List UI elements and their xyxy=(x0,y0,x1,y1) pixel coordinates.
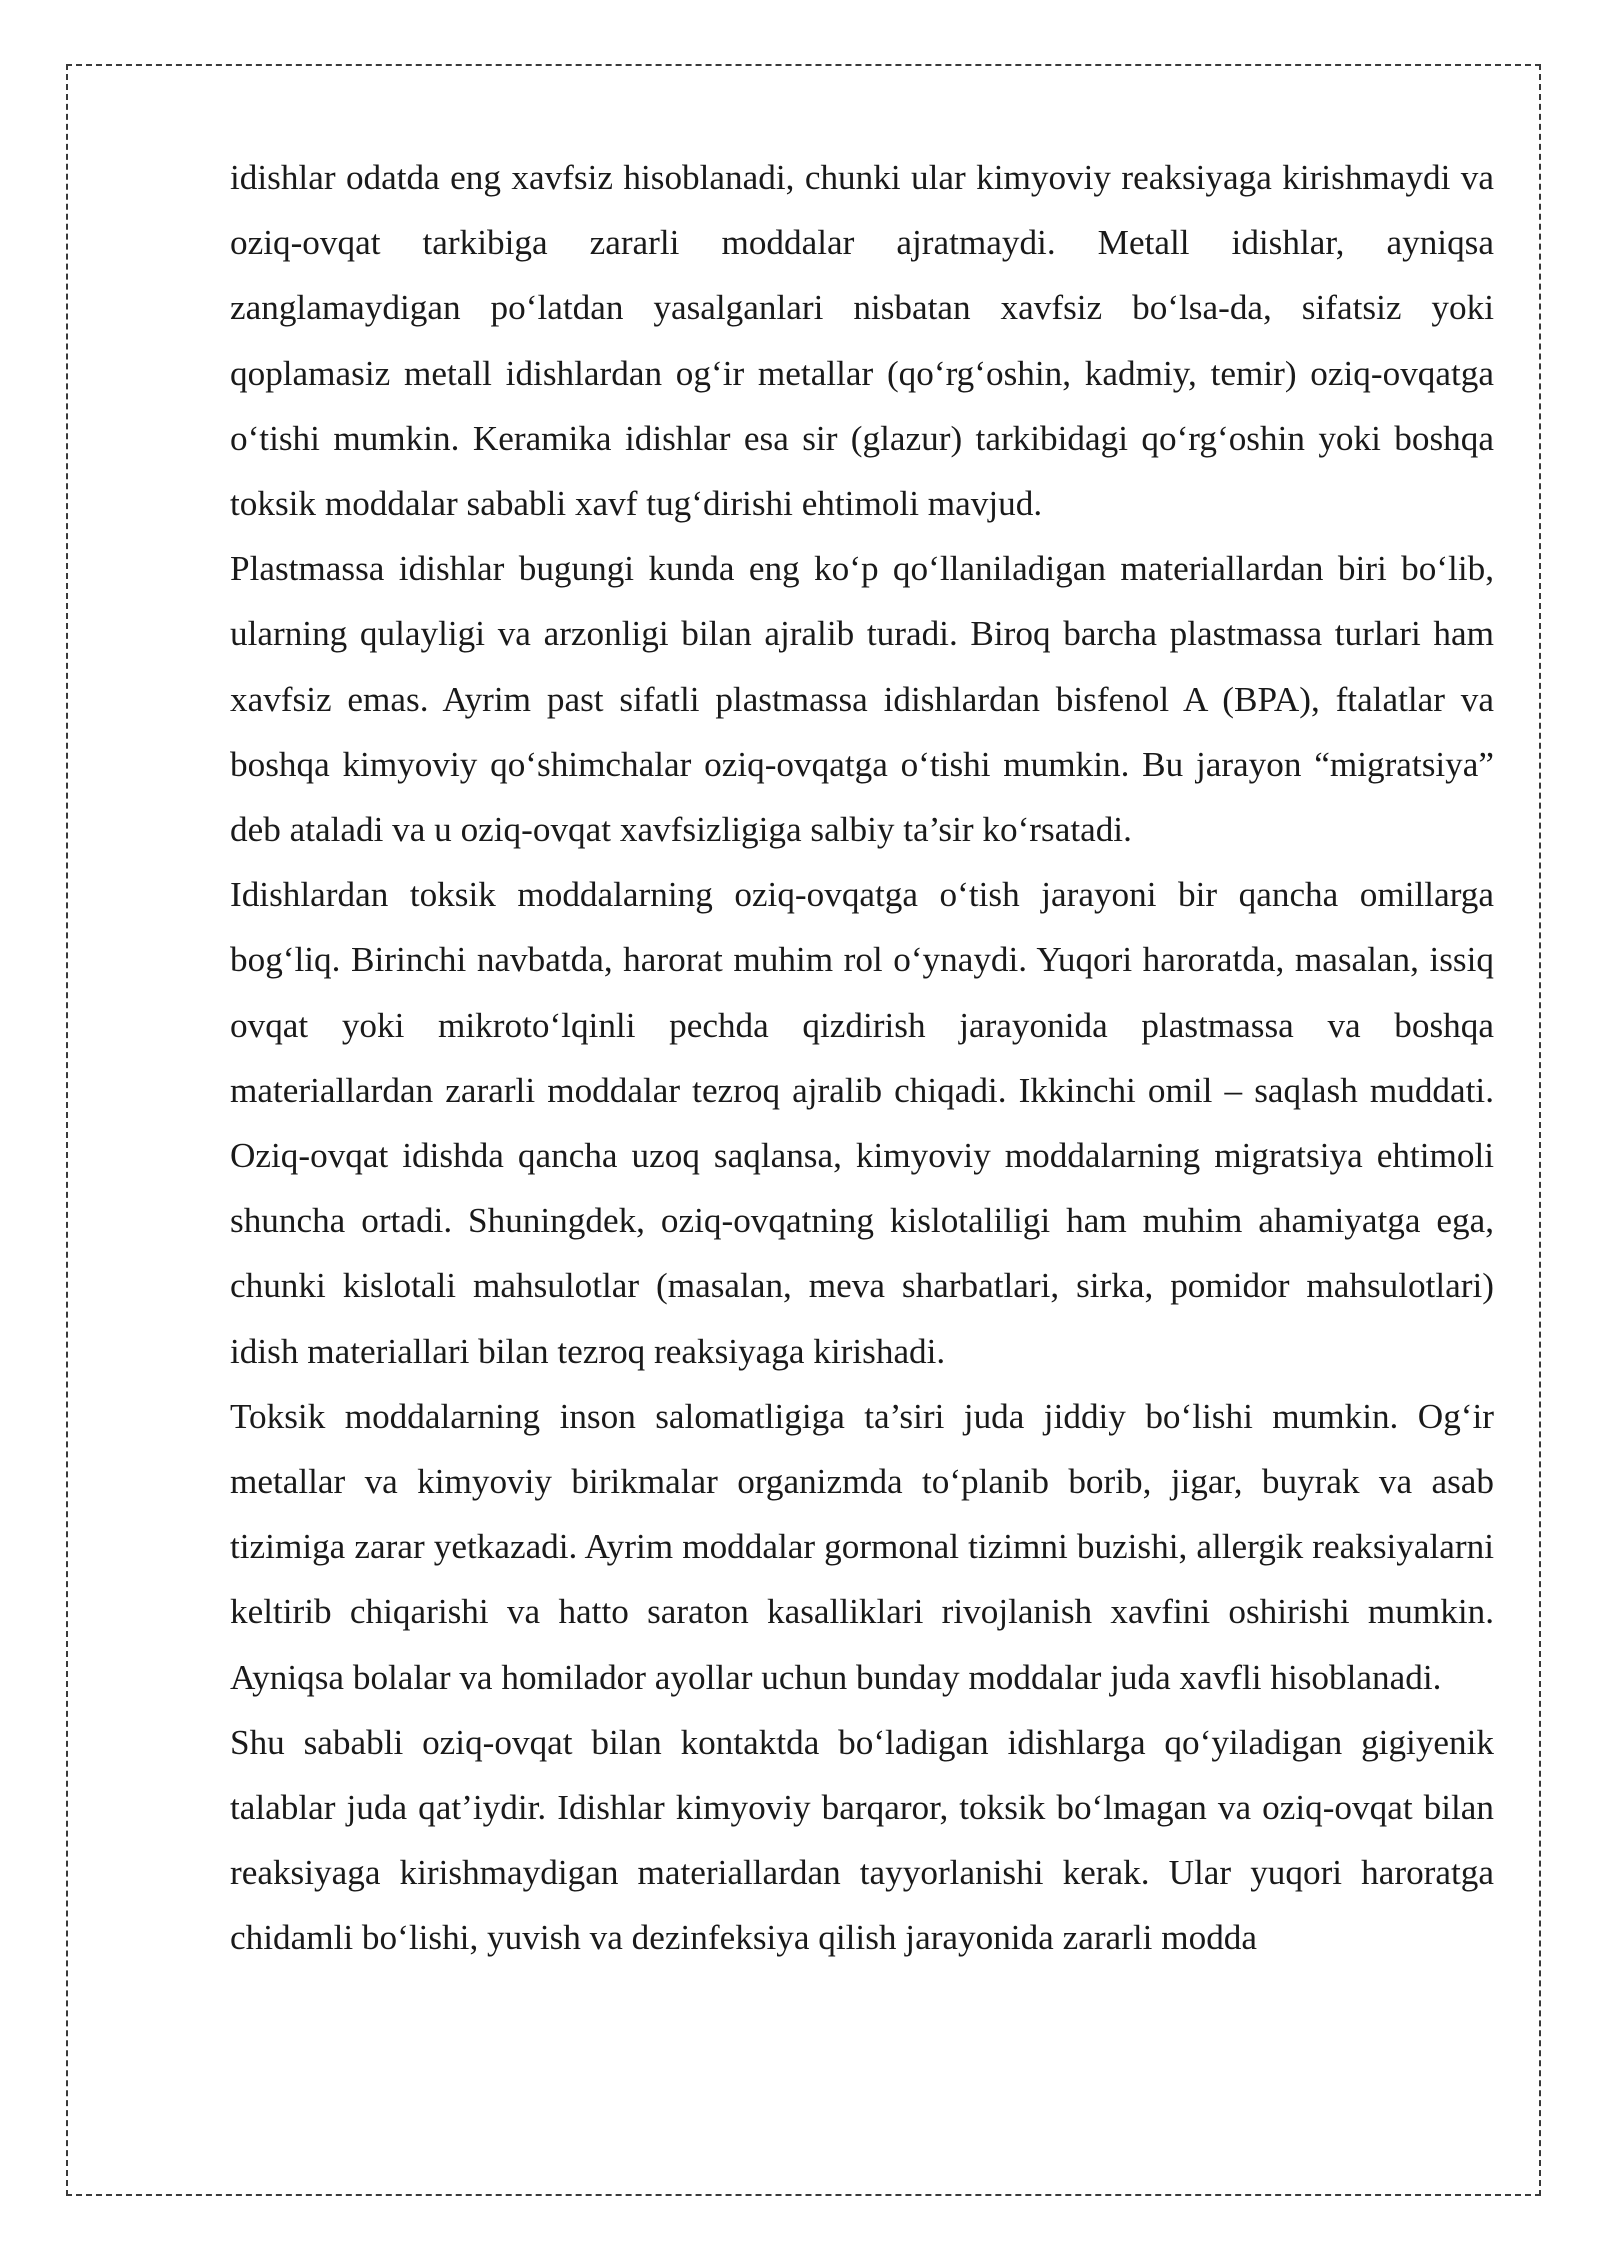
paragraph-4: Toksik moddalarning inson salomatligiga ta’siri juda jiddiy bo‘lishi mumkin. Og‘ir metallar va kimyoviy birikmalar organizmda to‘planib borib, jigar, buyrak va asab tizimiga zarar yetkazadi. Ayrim moddalar gormonal tizimni buzishi, allergik reaksiyalarni keltirib chiqarishi va hatto saraton kasalliklari rivojlanish xavfini oshirishi mumkin. Ayniqsa bolalar va homilador ayollar uchun bunday moddalar juda xavfli hisoblanadi. xyxy=(230,1396,1494,1697)
document-body xyxy=(230,145,1494,1971)
paragraph-5: Shu sababli oziq-ovqat bilan kontaktda bo‘ladigan idishlarga qo‘yiladigan gigiyenik talablar juda qat’iydir. Idishlar kimyoviy barqaror, toksik bo‘lmagan va oziq-ovqat bilan reaksiyaga kirishmaydigan materiallardan tayyorlanishi kerak. Ular yuqori haroratga chidamli bo‘lishi, yuvish va dezinfeksiya qilish jarayonida zararli modda xyxy=(230,1722,1494,1958)
paragraph-2: Plastmassa idishlar bugungi kunda eng ko‘p qo‘llaniladigan materiallardan biri bo‘lib, ularning qulayligi va arzonligi bilan ajralib turadi. Biroq barcha plastmassa turlari ham xavfsiz emas. Ayrim past sifatli plastmassa idishlardan bisfenol A (BPA), ftalatlar va boshqa kimyoviy qo‘shimchalar oziq-ovqatga o‘tishi mumkin. Bu jarayon “migratsiya” deb ataladi va u oziq-ovqat xavfsizligiga salbiy ta’sir ko‘rsatadi. xyxy=(230,549,1494,850)
paragraph-1: idishlar odatda eng xavfsiz hisoblanadi, chunki ular kimyoviy reaksiyaga kirishmaydi va oziq-ovqat tarkibiga zararli moddalar ajratmaydi. Metall idishlar, ayniqsa zanglamaydigan po‘latdan yasalganlari nisbatan xavfsiz bo‘lsa-da, sifatsiz yoki qoplamasiz metall idishlardan og‘ir metallar (qo‘rg‘oshin, kadmiy, temir) oziq-ovqatga o‘tishi mumkin. Keramika idishlar esa sir (glazur) tarkibidagi qo‘rg‘oshin yoki boshqa toksik moddalar sababli xavf tug‘dirishi ehtimoli mavjud. xyxy=(230,158,1494,524)
paragraph-3: Idishlardan toksik moddalarning oziq-ovqatga o‘tish jarayoni bir qancha omillarga bog‘liq. Birinchi navbatda, harorat muhim rol o‘ynaydi. Yuqori haroratda, masalan, issiq ovqat yoki mikroto‘lqinli pechda qizdirish jarayonida plastmassa va boshqa materiallardan zararli moddalar tezroq ajralib chiqadi. Ikkinchi omil – saqlash muddati. Oziq-ovqat idishda qancha uzoq saqlansa, kimyoviy moddalarning migratsiya ehtimoli shuncha ortadi. Shuningdek, oziq-ovqatning kislotaliligi ham muhim ahamiyatga ega, chunki kislotali mahsulotlar (masalan, meva sharbatlari, sirka, pomidor mahsulotlari) idish materiallari bilan tezroq reaksiyaga kirishadi. xyxy=(230,875,1494,1371)
